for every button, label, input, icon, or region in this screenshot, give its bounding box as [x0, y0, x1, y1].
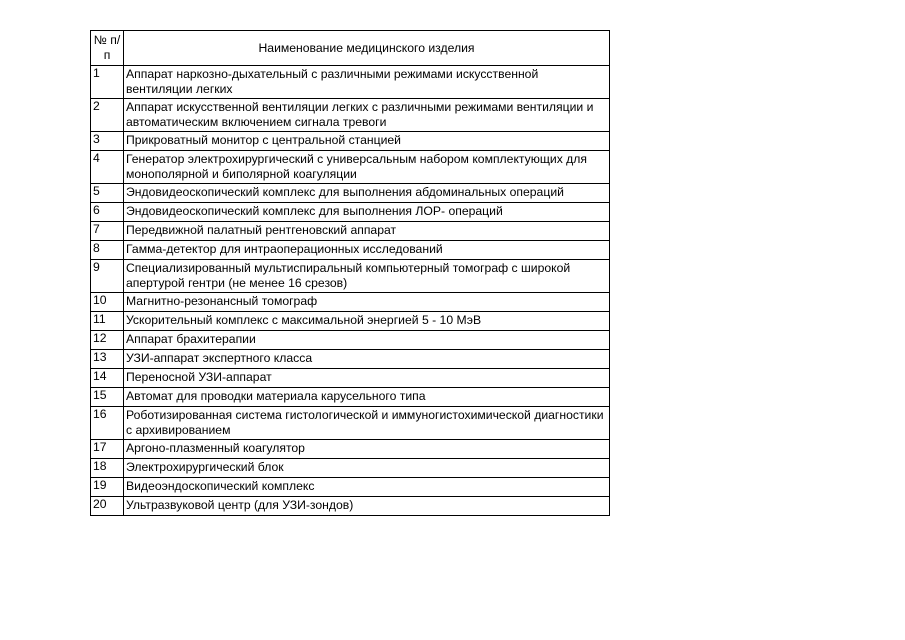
row-number: 5 [91, 184, 124, 203]
table-row [91, 350, 610, 369]
row-device-name: Аппарат наркозно-дыхательный с различными режимами искусственной вентиляции легких [124, 66, 610, 99]
row-number: 1 [91, 66, 124, 99]
row-number: 14 [91, 369, 124, 388]
row-device-name: Передвижной палатный рентгеновский аппарат [124, 222, 610, 241]
row-device-name: Ультразвуковой центр (для УЗИ-зондов) [124, 497, 610, 516]
row-device-name: Автомат для проводки материала карусельного типа [124, 388, 610, 407]
row-device-name: Прикроватный монитор с центральной станцией [124, 132, 610, 151]
row-device-name: Эндовидеоскопический комплекс для выполнения ЛОР- операций [124, 203, 610, 222]
table-row [91, 99, 610, 132]
table-row [91, 407, 610, 440]
table-row [91, 459, 610, 478]
table-header-row [91, 31, 610, 66]
row-number: 20 [91, 497, 124, 516]
row-number: 2 [91, 99, 124, 132]
table-row [91, 222, 610, 241]
table-row [91, 331, 610, 350]
row-device-name: УЗИ-аппарат экспертного класса [124, 350, 610, 369]
row-device-name: Аппарат искусственной вентиляции легких с различными режимами вентиляции и автоматическим включением сигнала тревоги [124, 99, 610, 132]
row-number: 9 [91, 260, 124, 293]
row-device-name: Электрохирургический блок [124, 459, 610, 478]
table-row [91, 203, 610, 222]
row-device-name: Переносной УЗИ-аппарат [124, 369, 610, 388]
row-device-name: Роботизированная система гистологической и иммуногистохимической диагностики с архивированием [124, 407, 610, 440]
row-number: 19 [91, 478, 124, 497]
row-number: 10 [91, 293, 124, 312]
table-row [91, 440, 610, 459]
table-row [91, 369, 610, 388]
table-row [91, 497, 610, 516]
table-row [91, 388, 610, 407]
row-number: 3 [91, 132, 124, 151]
row-device-name: Магнитно-резонансный томограф [124, 293, 610, 312]
row-number: 13 [91, 350, 124, 369]
row-number: 12 [91, 331, 124, 350]
row-device-name: Эндовидеоскопический комплекс для выполнения абдоминальных операций [124, 184, 610, 203]
row-device-name: Гамма-детектор для интраоперационных исследований [124, 241, 610, 260]
equipment-table [90, 30, 610, 516]
row-number: 16 [91, 407, 124, 440]
table-row [91, 478, 610, 497]
row-device-name: Ускорительный комплекс с максимальной энергией 5 - 10 МэВ [124, 312, 610, 331]
row-device-name: Видеоэндоскопический комплекс [124, 478, 610, 497]
table-row [91, 312, 610, 331]
row-device-name: Аппарат брахитерапии [124, 331, 610, 350]
table-row [91, 132, 610, 151]
row-number: 17 [91, 440, 124, 459]
header-number: № п/п [91, 31, 124, 66]
row-number: 7 [91, 222, 124, 241]
row-device-name: Специализированный мультиспиральный компьютерный томограф с широкой апертурой гентри (не менее 16 срезов) [124, 260, 610, 293]
row-number: 4 [91, 151, 124, 184]
table-row [91, 66, 610, 99]
table-body [91, 66, 610, 516]
row-device-name: Аргоно-плазменный коагулятор [124, 440, 610, 459]
row-number: 18 [91, 459, 124, 478]
table-row [91, 184, 610, 203]
row-number: 8 [91, 241, 124, 260]
row-number: 15 [91, 388, 124, 407]
table-row [91, 293, 610, 312]
row-number: 11 [91, 312, 124, 331]
header-device-name: Наименование медицинского изделия [124, 31, 610, 66]
table-row [91, 260, 610, 293]
row-device-name: Генератор электрохирургический с универсальным набором комплектующих для монополярной и биполярной коагуляции [124, 151, 610, 184]
table-row [91, 151, 610, 184]
table-row [91, 241, 610, 260]
row-number: 6 [91, 203, 124, 222]
